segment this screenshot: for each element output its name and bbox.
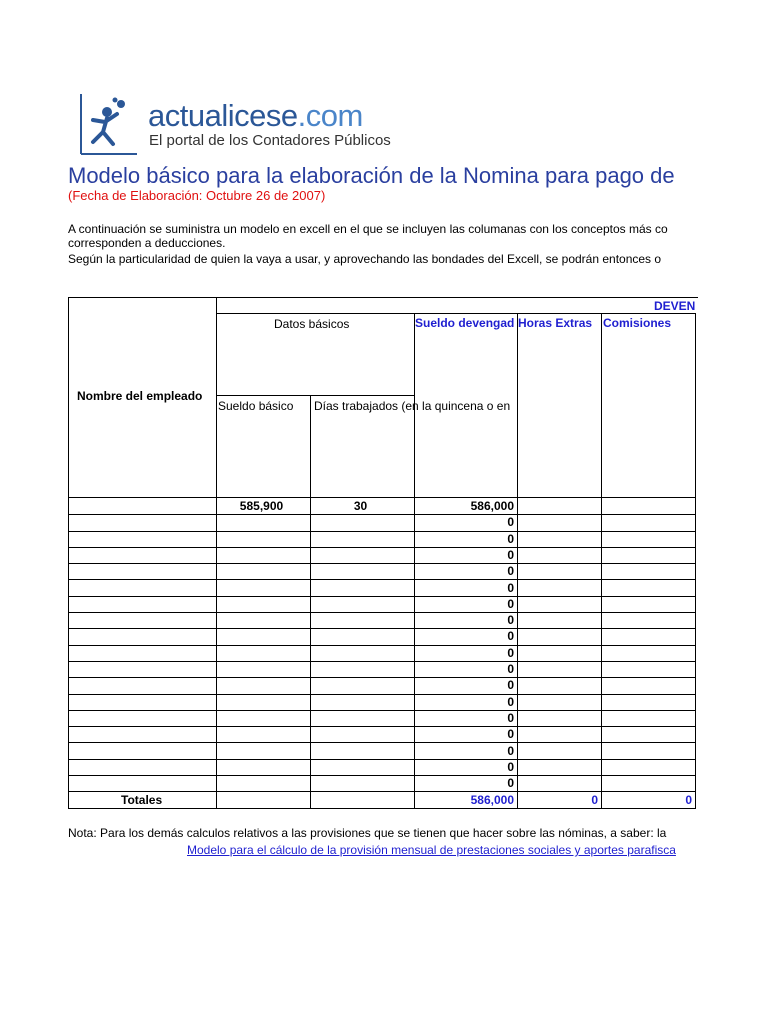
sueldo-devengado-label: Sueldo devengad: [415, 316, 515, 330]
table-cell[interactable]: [68, 514, 217, 531]
table-cell[interactable]: [517, 547, 602, 564]
table-cell[interactable]: 586,000: [414, 498, 518, 515]
table-cell[interactable]: [601, 547, 696, 564]
table-cell[interactable]: 0: [414, 628, 518, 645]
table-cell[interactable]: [68, 645, 217, 662]
table-cell[interactable]: [601, 580, 696, 597]
table-cell[interactable]: [310, 726, 415, 743]
table-cell[interactable]: [517, 743, 602, 760]
comisiones-header[interactable]: [601, 313, 696, 498]
table-cell[interactable]: [310, 580, 415, 597]
table-cell[interactable]: 0: [414, 596, 518, 613]
table-cell[interactable]: 0: [414, 661, 518, 678]
table-cell[interactable]: [216, 645, 311, 662]
table-cell[interactable]: [68, 759, 217, 776]
table-cell[interactable]: [517, 759, 602, 776]
table-cell[interactable]: [601, 628, 696, 645]
table-cell[interactable]: [601, 612, 696, 629]
table-cell[interactable]: [517, 580, 602, 597]
table-cell[interactable]: [517, 677, 602, 694]
table-cell[interactable]: [517, 514, 602, 531]
table-cell[interactable]: [310, 677, 415, 694]
table-cell[interactable]: [601, 710, 696, 727]
horas-extras-label: Horas Extras: [518, 316, 593, 330]
totals-sueldo-devengado[interactable]: 586,000: [414, 792, 518, 809]
table-cell[interactable]: [310, 775, 415, 792]
table-cell[interactable]: [517, 612, 602, 629]
table-cell[interactable]: [310, 531, 415, 548]
table-cell[interactable]: [216, 514, 311, 531]
table-cell[interactable]: [601, 645, 696, 662]
table-cell[interactable]: [517, 498, 602, 515]
totals-dias-cell[interactable]: [310, 792, 415, 809]
table-cell[interactable]: [310, 547, 415, 564]
table-cell[interactable]: [216, 726, 311, 743]
intro-line-2: corresponden a deducciones.: [68, 236, 226, 250]
table-cell[interactable]: 585,900: [216, 498, 311, 515]
table-cell[interactable]: [216, 628, 311, 645]
table-cell[interactable]: [601, 759, 696, 776]
table-cell[interactable]: [310, 596, 415, 613]
table-cell[interactable]: [216, 694, 311, 711]
table-cell[interactable]: [517, 645, 602, 662]
table-cell[interactable]: [68, 580, 217, 597]
table-cell[interactable]: [216, 661, 311, 678]
table-cell[interactable]: [68, 628, 217, 645]
table-cell[interactable]: 0: [414, 547, 518, 564]
intro-line-3: Según la particularidad de quien la vaya a usar, y aprovechando las bondades del Excell, se podrán entonces o: [68, 252, 662, 266]
actualicese-logo-icon: [77, 92, 139, 156]
table-cell[interactable]: [601, 775, 696, 792]
table-cell[interactable]: [68, 498, 217, 515]
table-cell[interactable]: [601, 694, 696, 711]
table-cell[interactable]: [216, 596, 311, 613]
group-header-cell[interactable]: [216, 297, 698, 314]
table-cell[interactable]: [216, 563, 311, 580]
table-cell[interactable]: [517, 694, 602, 711]
table-cell[interactable]: 0: [414, 710, 518, 727]
table-cell[interactable]: [601, 563, 696, 580]
table-cell[interactable]: [68, 661, 217, 678]
table-cell[interactable]: [601, 726, 696, 743]
table-cell[interactable]: [310, 743, 415, 760]
employee-header-cell[interactable]: [68, 297, 217, 498]
group-header-label: DEVEN: [654, 299, 696, 313]
table-cell[interactable]: [310, 759, 415, 776]
table-cell[interactable]: [216, 775, 311, 792]
table-cell[interactable]: 0: [414, 759, 518, 776]
table-cell[interactable]: 0: [414, 743, 518, 760]
table-cell[interactable]: [517, 726, 602, 743]
table-cell[interactable]: [216, 677, 311, 694]
table-cell[interactable]: [68, 677, 217, 694]
table-cell[interactable]: 0: [414, 677, 518, 694]
table-cell[interactable]: [517, 710, 602, 727]
table-cell[interactable]: [517, 531, 602, 548]
table-cell[interactable]: [216, 710, 311, 727]
table-cell[interactable]: [517, 661, 602, 678]
table-cell[interactable]: [310, 694, 415, 711]
table-cell[interactable]: [310, 563, 415, 580]
table-cell[interactable]: 0: [414, 514, 518, 531]
table-cell[interactable]: [216, 531, 311, 548]
table-cell[interactable]: [68, 563, 217, 580]
table-cell[interactable]: [68, 726, 217, 743]
table-cell[interactable]: [216, 547, 311, 564]
comisiones-label: Comisiones: [603, 316, 672, 330]
sueldo-devengado-header[interactable]: [414, 313, 518, 498]
sueldo-basico-header[interactable]: [216, 395, 311, 498]
table-cell[interactable]: 30: [310, 498, 415, 515]
table-cell[interactable]: [310, 628, 415, 645]
table-cell[interactable]: [310, 661, 415, 678]
table-cell[interactable]: [68, 694, 217, 711]
table-cell[interactable]: [68, 531, 217, 548]
page-subtitle: (Fecha de Elaboración: Octubre 26 de 2007): [68, 188, 326, 203]
totals-sueldo-basico-cell[interactable]: [216, 792, 311, 809]
brand-name: actualicese.com: [148, 98, 363, 133]
table-cell[interactable]: [310, 514, 415, 531]
table-cell[interactable]: [517, 628, 602, 645]
table-cell[interactable]: [601, 743, 696, 760]
table-cell[interactable]: [68, 710, 217, 727]
totals-horas-extras[interactable]: 0: [517, 792, 602, 809]
nota-text: Nota: Para los demás calculos relativos a las provisiones que se tienen que hacer sobre las nóminas, a saber: la: [68, 826, 667, 840]
table-cell[interactable]: 0: [414, 580, 518, 597]
table-cell[interactable]: [68, 547, 217, 564]
totals-label: Totales: [121, 793, 163, 807]
table-cell[interactable]: [517, 775, 602, 792]
sueldo-basico-label: Sueldo básico: [218, 399, 294, 413]
table-cell[interactable]: [216, 612, 311, 629]
table-cell[interactable]: [216, 759, 311, 776]
table-cell[interactable]: [601, 498, 696, 515]
table-cell[interactable]: 0: [414, 612, 518, 629]
table-cell[interactable]: [601, 531, 696, 548]
table-cell[interactable]: [68, 775, 217, 792]
dias-trabajados-label: Días trabajados (en la quincena o en: [314, 399, 511, 413]
table-cell[interactable]: [310, 612, 415, 629]
table-cell[interactable]: [601, 677, 696, 694]
table-cell[interactable]: [517, 596, 602, 613]
table-cell[interactable]: [601, 596, 696, 613]
table-cell[interactable]: 0: [414, 531, 518, 548]
horas-extras-header[interactable]: [517, 313, 602, 498]
datos-basicos-label: Datos básicos: [274, 317, 350, 331]
table-cell[interactable]: [216, 743, 311, 760]
table-cell[interactable]: [216, 580, 311, 597]
table-cell[interactable]: 0: [414, 563, 518, 580]
totals-label-cell[interactable]: [68, 792, 217, 809]
page-title: Modelo básico para la elaboración de la Nomina para pago de: [68, 163, 675, 188]
intro-line-1: A continuación se suministra un modelo en excell en el que se incluyen las columanas con los conceptos más co: [68, 222, 668, 236]
table-cell[interactable]: [68, 596, 217, 613]
table-cell[interactable]: [68, 743, 217, 760]
table-cell[interactable]: [310, 710, 415, 727]
table-cell[interactable]: [601, 514, 696, 531]
table-cell[interactable]: 0: [414, 645, 518, 662]
table-cell[interactable]: [310, 645, 415, 662]
table-cell[interactable]: 0: [414, 726, 518, 743]
provision-model-link[interactable]: Modelo para el cálculo de la provisión mensual de prestaciones sociales y aportes parafisca: [187, 843, 676, 857]
brand-tagline: El portal de los Contadores Públicos: [149, 132, 391, 149]
table-cell[interactable]: 0: [414, 775, 518, 792]
table-cell[interactable]: 0: [414, 694, 518, 711]
employee-header-label: Nombre del empleado: [77, 389, 203, 403]
table-cell[interactable]: [517, 563, 602, 580]
totals-comisiones[interactable]: 0: [601, 792, 696, 809]
table-cell[interactable]: [68, 612, 217, 629]
table-cell[interactable]: [601, 661, 696, 678]
